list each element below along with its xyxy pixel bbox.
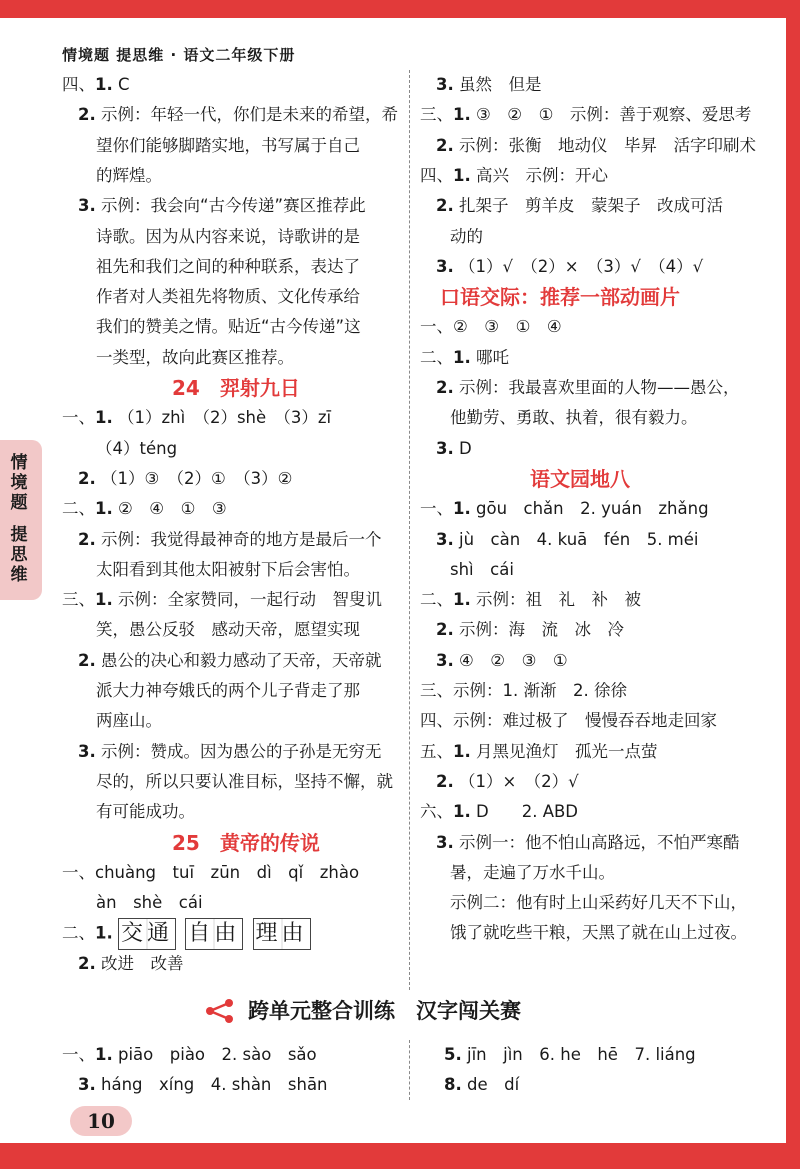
question-number: 3. [78, 1075, 96, 1094]
answer-text: 示例：张衡 地动仪 毕昇 活字印刷术 [453, 135, 756, 155]
column-divider [409, 70, 410, 990]
answer-text: àn shè cái [96, 893, 203, 913]
section-number: 一、 [62, 862, 95, 882]
answer-line [96, 131, 360, 161]
answer-text: 哪吒 [470, 347, 509, 367]
answer-line [420, 100, 751, 130]
answer-text: 示例：年轻一代，你们是未来的希望，希 [95, 105, 398, 125]
answer-line [436, 252, 703, 282]
answer-text: 高兴 示例：开心 [470, 165, 608, 185]
question-number: 1. [453, 590, 471, 610]
section-number: 五、 [420, 741, 453, 761]
answer-text: 笑，愚公反驳 感动天帝，愿望实现 [96, 620, 360, 640]
question-number: 2. [78, 105, 96, 125]
answer-line [62, 494, 227, 524]
answer-text: 的辉煌。 [96, 165, 162, 185]
answer-line [96, 797, 195, 827]
answer-line [96, 888, 203, 918]
answer-line [420, 161, 608, 191]
answer-text: shì cái [450, 559, 514, 579]
answer-text: 示例一：他不怕山高路远，不怕严寒酷 [453, 832, 740, 852]
answer-text: 两座山。 [96, 711, 162, 731]
question-number: 1. [95, 1045, 113, 1064]
question-number: 2. [78, 953, 96, 973]
question-number: 3. [78, 741, 96, 761]
answer-line [420, 343, 509, 373]
answer-line [62, 585, 382, 615]
answer-line [436, 373, 740, 403]
question-number: 2. [78, 650, 96, 670]
answer-line [62, 403, 331, 433]
answer-text: D 2. ABD [470, 802, 578, 822]
answer-line [444, 1070, 519, 1100]
section-number: 三、 [420, 681, 453, 700]
section-number: 二、 [62, 499, 95, 519]
answer-line [420, 312, 562, 342]
answer-line [450, 555, 514, 585]
answer-line [436, 615, 624, 645]
answer-line [96, 343, 294, 373]
answer-line [78, 100, 398, 130]
answer-text: 动的 [450, 226, 483, 246]
side-tab-char: 提 [10, 525, 28, 545]
side-tab-char: 维 [10, 565, 28, 585]
answer-text: jù càn 4. kuā fén 5. méi [453, 529, 699, 549]
section-number: 二、 [420, 590, 453, 610]
question-number: 3. [436, 256, 454, 276]
lesson-title: 口语交际：推荐一部动画片 [440, 285, 680, 310]
answer-line [78, 191, 366, 221]
top-border [0, 0, 800, 18]
answer-line [96, 282, 360, 312]
section-number: 四、 [420, 711, 453, 731]
answer-text: 太阳看到其他太阳被射下后会害怕。 [96, 559, 360, 579]
lesson-title: 24 羿射九日 [172, 376, 300, 400]
answer-line [96, 222, 360, 252]
answer-line [96, 434, 177, 464]
answer-line [420, 737, 658, 767]
answer-line [78, 1070, 328, 1100]
answer-text: 愚公的决心和毅力感动了天帝，天帝就 [95, 650, 382, 670]
right-border [786, 0, 800, 1169]
answer-line [420, 676, 627, 706]
answer-text: 派大力神夸娥氏的两个儿子背走了那 [96, 681, 360, 700]
writing-grid-word: 交通 [118, 918, 176, 950]
answer-text: 扎架子 剪羊皮 蒙架子 改成可活 [453, 196, 723, 216]
answer-text: 示例：海 流 冰 冷 [453, 620, 624, 640]
answer-line [436, 828, 740, 858]
answer-line [420, 797, 578, 827]
section-number: 六、 [420, 802, 453, 822]
section-title: 跨单元整合训练 汉字闯关赛 [248, 999, 521, 1023]
question-number: 1. [95, 408, 113, 428]
answer-text: D [453, 438, 472, 458]
answer-line [450, 888, 747, 918]
answer-line [436, 70, 542, 100]
answer-line [436, 646, 568, 676]
answer-text: 尽的，所以只要认准目标，坚持不懈，就 [96, 771, 393, 791]
page-number: 10 [70, 1106, 132, 1136]
section-number: 一、 [62, 1045, 95, 1064]
answer-text: de dí [461, 1075, 520, 1094]
page-header: 情境题 提思维 · 语文二年级下册 [62, 46, 296, 64]
answer-text: 示例：祖 礼 补 被 [470, 590, 641, 610]
answer-line [436, 191, 723, 221]
lesson-title: 语文园地八 [530, 466, 630, 491]
answer-line [96, 615, 360, 645]
answer-text: 示例：赞成。因为愚公的子孙是无穷无 [95, 741, 382, 761]
answer-text: ② ③ ① ④ [453, 317, 562, 337]
answer-text: ③ ② ① 示例：善于观察、爱思考 [470, 105, 752, 125]
answer-line [78, 464, 292, 494]
question-number: 3. [436, 75, 454, 94]
section-number: 一、 [420, 317, 453, 337]
answer-line [96, 252, 360, 282]
question-number: 3. [436, 832, 454, 852]
question-number: 8. [444, 1075, 462, 1094]
writing-grid-word: 自由 [185, 918, 243, 950]
section-number: 四、 [420, 165, 453, 185]
writing-grid-word: 理由 [253, 918, 311, 950]
answer-text: 虽然 但是 [453, 75, 542, 94]
answer-text: 示例：我最喜欢里面的人物——愚公， [453, 378, 740, 397]
answer-line [96, 161, 162, 191]
answer-text: 他勤劳、勇敢、执着，很有毅力。 [450, 408, 698, 428]
side-tab-char: 境 [10, 473, 28, 493]
answer-text: 望你们能够脚踏实地，书写属于自己 [96, 135, 360, 155]
question-number: 1. [95, 499, 113, 519]
answer-line [96, 676, 360, 706]
side-tab [0, 440, 42, 600]
answer-text: （4）téng [96, 438, 178, 458]
question-number: 2. [78, 529, 96, 549]
question-number: 1. [453, 499, 471, 519]
answer-line [62, 918, 315, 950]
answer-line [436, 767, 579, 797]
answer-line [96, 555, 360, 585]
answer-text: 示例：难过极了 慢慢吞吞地走回家 [453, 711, 717, 731]
answer-line [420, 494, 709, 524]
question-number: 3. [436, 650, 454, 670]
answer-line [78, 737, 382, 767]
section-number: 三、 [420, 105, 453, 125]
answer-line [450, 222, 483, 252]
question-number: 1. [453, 165, 471, 185]
answer-text: 暑，走遍了万水千山。 [450, 862, 615, 882]
answer-line [450, 858, 615, 888]
answer-line [78, 525, 382, 555]
section-number: 四、 [62, 75, 95, 94]
lesson-title: 25 黄帝的传说 [172, 830, 320, 855]
answer-text: piāo piào 2. sào sǎo [112, 1045, 317, 1064]
answer-text: 示例：全家赞同，一起行动 智叟讥 [112, 590, 382, 610]
answer-text: 饿了就吃些干粮，天黑了就在山上过夜。 [450, 923, 747, 943]
answer-line [436, 434, 472, 464]
answer-text: ② ④ ① ③ [112, 499, 227, 519]
side-tab-char: 题 [10, 493, 28, 513]
question-number: 2. [436, 378, 454, 397]
answer-text: 示例：我觉得最神奇的地方是最后一个 [95, 529, 382, 549]
side-tab-char: 情 [10, 453, 28, 473]
answer-line [420, 706, 717, 736]
answer-line [62, 858, 359, 888]
question-number: 3. [436, 529, 454, 549]
answer-text: （1）× （2）√ [453, 771, 579, 791]
question-number: 2. [436, 771, 454, 791]
column-divider [409, 1040, 410, 1100]
question-number: 2. [78, 468, 96, 488]
answer-text: （1）zhì （2）shè （3）zī [112, 408, 332, 428]
question-number: 1. [453, 347, 471, 367]
question-number: 2. [436, 620, 454, 640]
answer-text: 有可能成功。 [96, 802, 195, 822]
answer-line [444, 1040, 696, 1070]
answer-text: C [112, 75, 130, 94]
answer-line [420, 585, 641, 615]
side-tab-char: 思 [10, 545, 28, 565]
answer-line [450, 918, 747, 948]
question-number: 1. [453, 741, 471, 761]
answer-text: 月黑见渔灯 孤光一点萤 [470, 741, 658, 761]
question-number: 3. [436, 438, 454, 458]
answer-line [436, 525, 699, 555]
answer-line [62, 70, 130, 100]
question-number: 2. [436, 135, 454, 155]
share-icon [205, 999, 235, 1023]
answer-text: （1）√ （2）× （3）√ （4）√ [453, 256, 704, 276]
question-number: 5. [444, 1045, 462, 1064]
answer-text: háng xíng 4. shàn shān [95, 1075, 328, 1094]
answer-text: chuàng tuī zūn dì qǐ zhào [95, 862, 360, 882]
answer-line [436, 131, 756, 161]
answer-line [96, 767, 393, 797]
answer-line [78, 949, 184, 979]
answer-text: （1）③ （2）① （3）② [95, 468, 293, 488]
answer-line [78, 646, 382, 676]
answer-line [96, 706, 162, 736]
answer-text: 改进 改善 [95, 953, 184, 973]
question-number: 1. [95, 923, 113, 943]
section-number: 三、 [62, 590, 95, 610]
question-number: 1. [95, 590, 113, 610]
question-number: 1. [95, 75, 113, 94]
answer-text: 我们的赞美之情。贴近“古今传递”这 [96, 317, 361, 337]
answer-text: 作者对人类祖先将物质、文化传承给 [96, 287, 360, 307]
answer-text: ④ ② ③ ① [453, 650, 568, 670]
section-number: 二、 [420, 347, 453, 367]
answer-text: 示例二：他有时上山采药好几天不下山， [450, 893, 747, 913]
question-number: 3. [78, 196, 96, 216]
answer-line [96, 312, 361, 342]
answer-text: jīn jìn 6. he hē 7. liáng [461, 1045, 696, 1064]
bottom-border [0, 1143, 800, 1169]
answer-text: 示例：我会向“古今传递”赛区推荐此 [95, 196, 366, 216]
question-number: 1. [453, 802, 471, 822]
answer-text: 诗歌。因为从内容来说，诗歌讲的是 [96, 226, 360, 246]
answer-text: gōu chǎn 2. yuán zhǎng [470, 499, 709, 519]
answer-text: 一类型，故向此赛区推荐。 [96, 347, 294, 367]
section-number: 一、 [420, 499, 453, 519]
section-number: 二、 [62, 923, 95, 943]
answer-line [450, 403, 698, 433]
section-number: 一、 [62, 408, 95, 428]
question-number: 1. [453, 105, 471, 125]
question-number: 2. [436, 196, 454, 216]
answer-line [62, 1040, 317, 1070]
answer-text: 祖先和我们之间的种种联系，表达了 [96, 256, 360, 276]
answer-text: 示例：1. 渐渐 2. 徐徐 [453, 681, 627, 700]
